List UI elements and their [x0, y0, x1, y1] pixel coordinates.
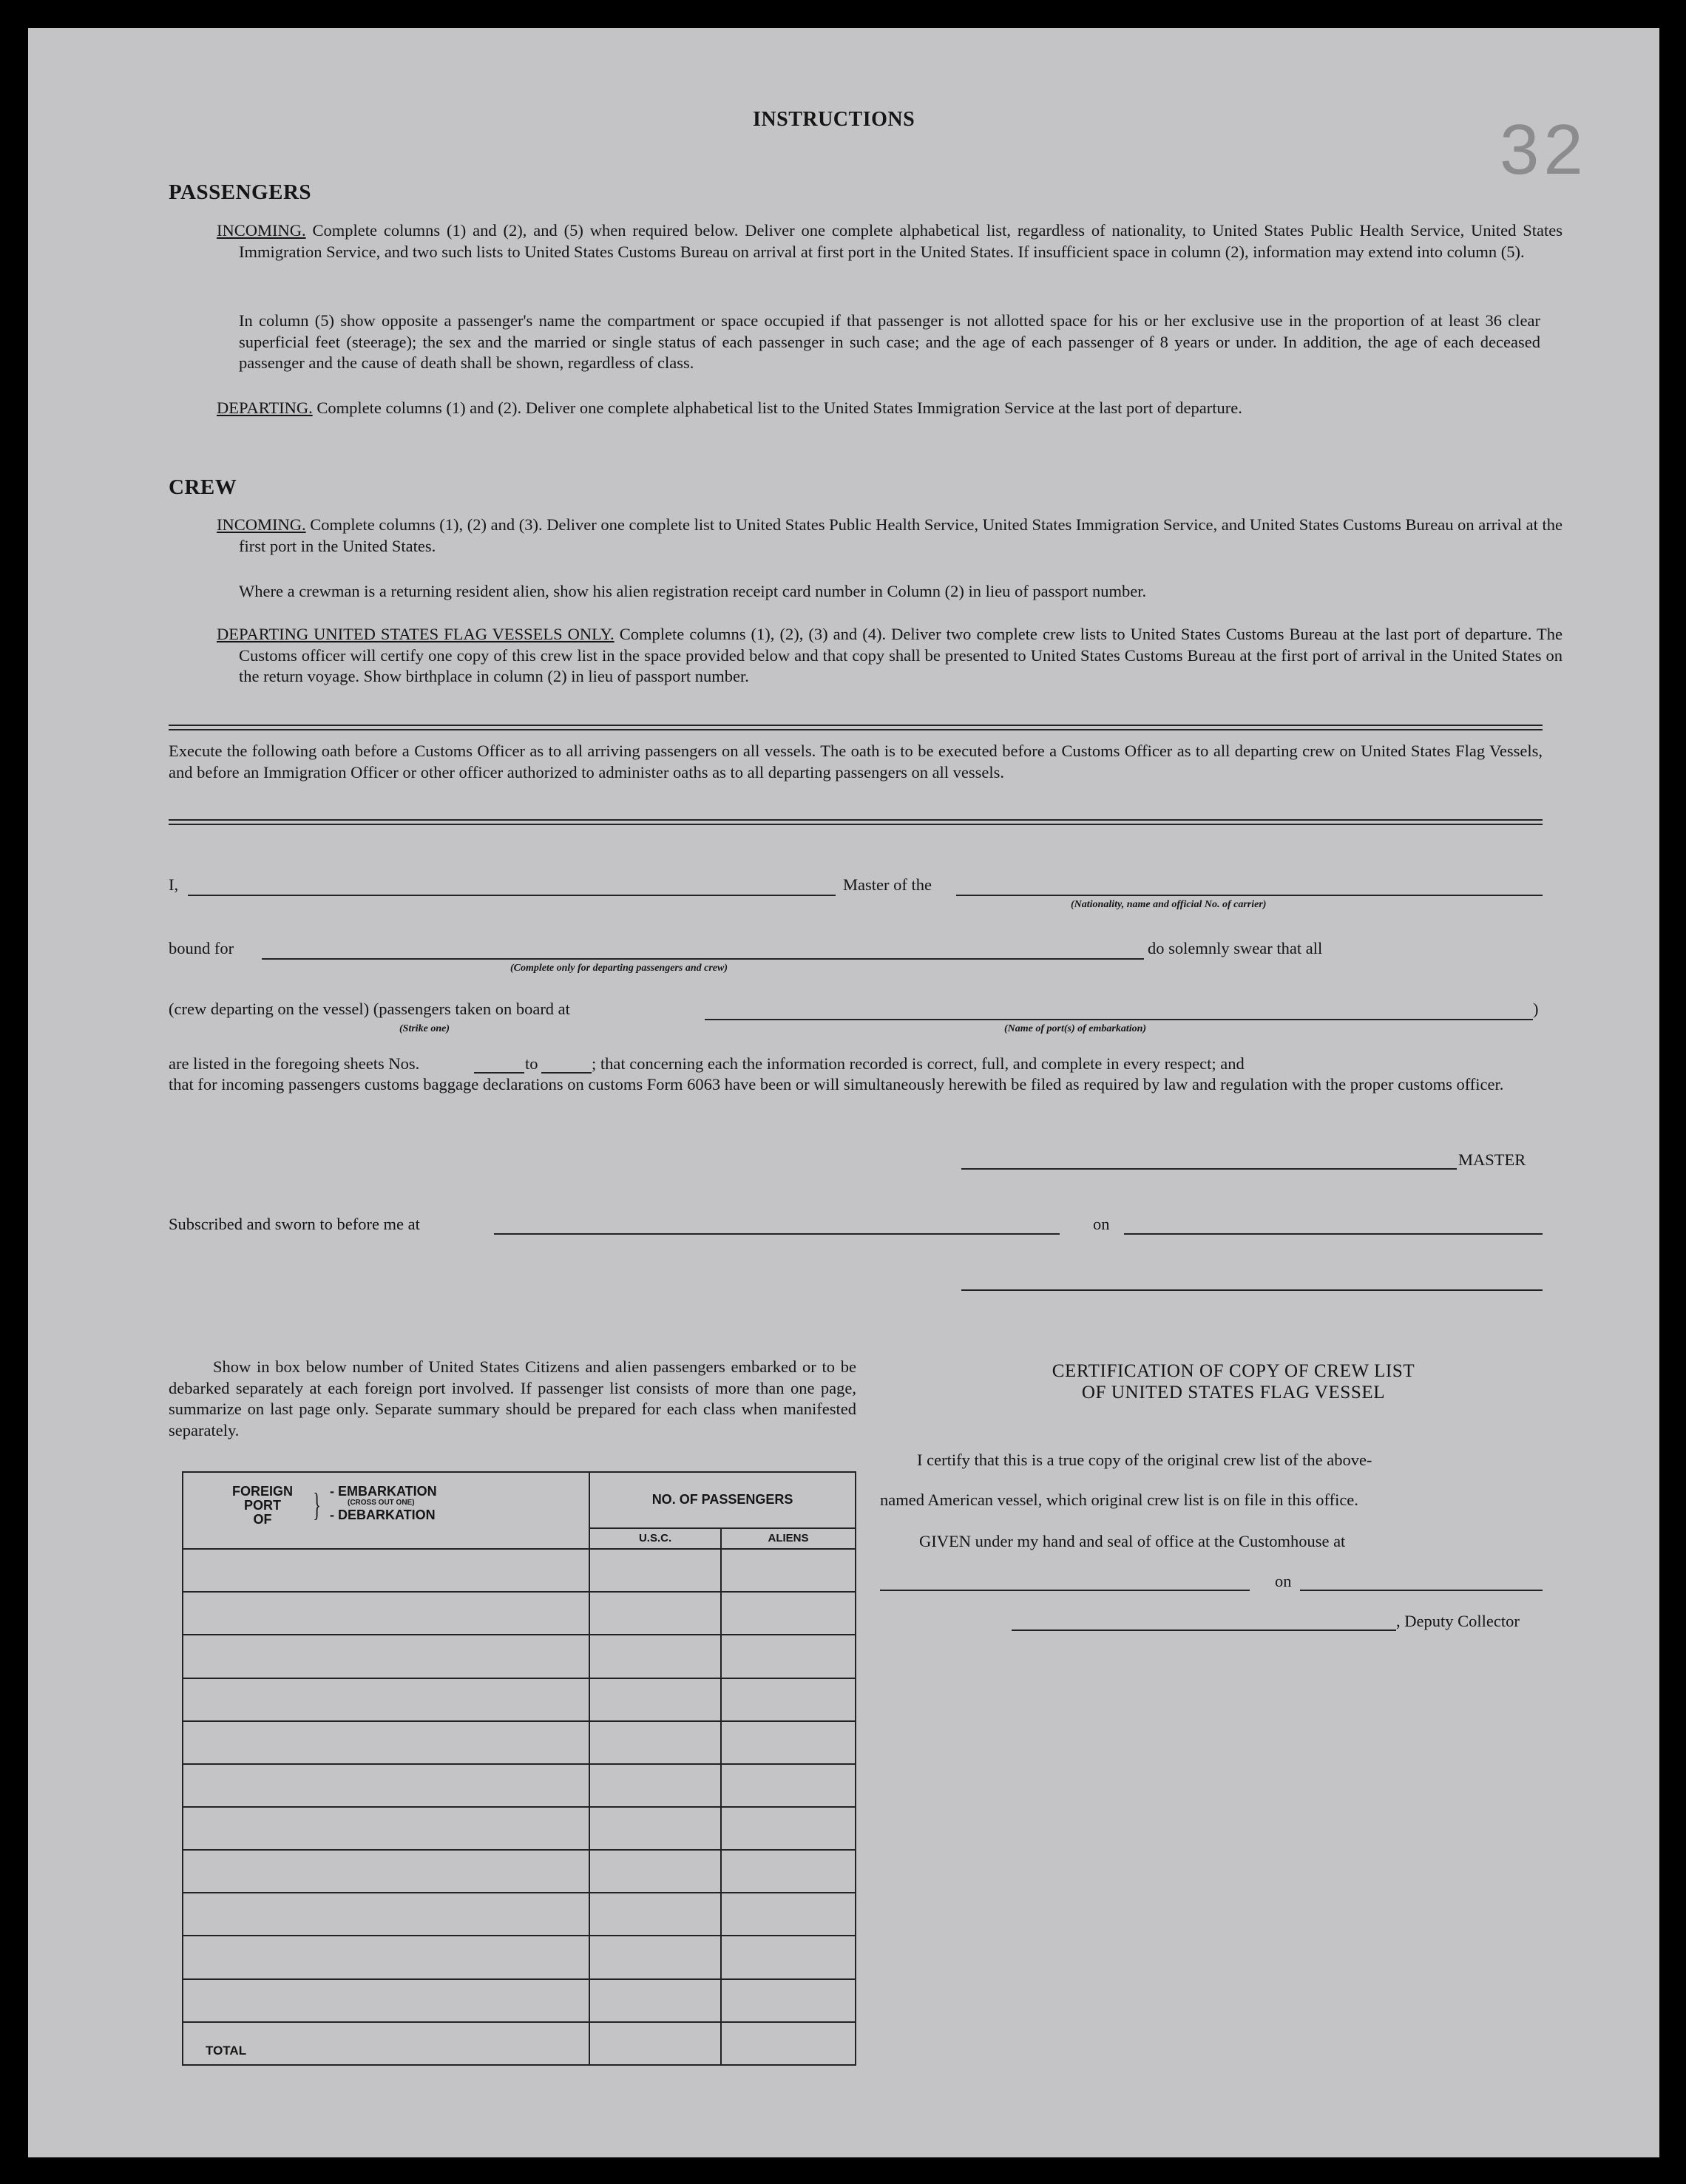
page-title: INSTRUCTIONS — [753, 108, 915, 131]
port-cell[interactable] — [183, 1635, 589, 1678]
document-page — [28, 28, 1659, 2157]
no-of-passengers-header: NO. OF PASSENGERS — [589, 1472, 856, 1528]
oath-intro-paragraph: Execute the following oath before a Customs Officer as to all arriving passengers on all vessels. The oath is to be executed before a Customs Officer as to all departing crew on United States Flag Vessels, and before an Immigration Officer or other officer authorized to administer oaths as to all departing passengers on all vessels. — [169, 742, 1543, 781]
officer-signature-line[interactable] — [961, 1289, 1543, 1291]
master-signature-line[interactable] — [961, 1168, 1457, 1170]
crew-resident-alien-paragraph: Where a crewman is a returning resident alien, show his alien registration receipt card number in Column (2) in lieu of passport number. — [239, 582, 1147, 600]
passengers-column5-paragraph: In column (5) show opposite a passenger's name the compartment or space occupied if that passenger is not allotted space for his or her exclusive use in the proportion of at least 36 clear superficial feet (steerage); the sex and the married or single status of each passenger in such case; and the age of each passenger of 8 years or under. In addition, the age of each deceased passenger and the cause of death shall be shown, regardless of class. — [239, 311, 1540, 372]
crew-incoming-label: INCOMING. — [217, 515, 306, 534]
port-cell[interactable] — [183, 1893, 589, 1936]
listed-sheets-label: are listed in the foregoing sheets Nos. — [169, 1054, 420, 1073]
aliens-header: ALIENS — [721, 1528, 856, 1550]
crew-departing-label: DEPARTING UNITED STATES FLAG VESSELS ONLY. — [217, 625, 615, 643]
usc-total-cell[interactable] — [589, 2022, 721, 2065]
listed-to-label: to — [525, 1054, 538, 1073]
close-paren: ) — [1533, 1000, 1539, 1018]
aliens-cell[interactable] — [721, 1592, 856, 1635]
total-label: TOTAL — [183, 2022, 589, 2065]
crew-incoming-text: Complete columns (1), (2) and (3). Deliver one complete list to United States Public Health Service, United States Immigration Service, and United States Customs Bureau on arrival at the first port in the United States. — [239, 515, 1563, 555]
oath-i-label: I, — [169, 875, 179, 894]
sheet-to-line[interactable] — [541, 1072, 592, 1074]
aliens-cell[interactable] — [721, 1678, 856, 1721]
subscribed-place-line[interactable] — [494, 1233, 1060, 1235]
usc-cell[interactable] — [589, 1678, 721, 1721]
sheet-from-line[interactable] — [474, 1072, 524, 1074]
usc-cell[interactable] — [589, 1549, 721, 1592]
passengers-incoming-paragraph — [217, 220, 1563, 262]
usc-cell[interactable] — [589, 1592, 721, 1635]
crew-departing-paragraph — [217, 624, 1563, 688]
master-of-the-label: Master of the — [843, 875, 932, 894]
crew-heading: CREW — [169, 475, 237, 499]
aliens-cell[interactable] — [721, 1721, 856, 1764]
foreign-port-header — [183, 1472, 589, 1549]
port-cell[interactable] — [183, 1807, 589, 1850]
divider-rule — [169, 819, 1543, 825]
bound-for-label: bound for — [169, 939, 234, 957]
port-label: PORT — [243, 1498, 281, 1513]
cross-out-label: (CROSS OUT ONE) — [348, 1499, 415, 1507]
aliens-cell[interactable] — [721, 1764, 856, 1807]
master-label: MASTER — [1458, 1150, 1526, 1169]
certification-on-label: on — [1275, 1572, 1292, 1590]
aliens-cell[interactable] — [721, 1850, 856, 1893]
certification-title — [908, 1360, 1559, 1403]
certify-line2: named American vessel, which original crew list is on file in this office. — [880, 1491, 1358, 1509]
master-name-line[interactable] — [188, 895, 836, 896]
aliens-cell[interactable] — [721, 1979, 856, 2022]
of-label: OF — [253, 1512, 272, 1527]
carrier-caption: (Nationality, name and official No. of carrier) — [1071, 899, 1267, 910]
summary-note: Show in box below number of United States Citizens and alien passengers embarked or to be debarked separately at each foreign port involved. If passenger list consists of more than one page, summarize on last page only. Separate summary should be prepared for each class when manifested separately. — [169, 1357, 856, 1439]
certification-title-line2: OF UNITED STATES FLAG VESSEL — [1081, 1383, 1386, 1403]
passengers-incoming-text: Complete columns (1) and (2), and (5) when required below. Deliver one complete alphabetical list, regardless of nationality, to United States Public Health Service, United States Immigration Service, and two such lists to United States Customs Bureau on arrival at first port in the United States. If insufficient space in column (2), information may extend into column (5). — [239, 221, 1563, 261]
strike-one-caption: (Strike one) — [399, 1023, 450, 1034]
crew-incoming-paragraph — [217, 515, 1563, 557]
port-cell[interactable] — [183, 1721, 589, 1764]
embarkation-label: - EMBARKATION — [330, 1484, 437, 1499]
passengers-departing-paragraph — [217, 398, 1563, 419]
passengers-heading: PASSENGERS — [169, 180, 312, 204]
debarkation-label: - DEBARKATION — [330, 1508, 436, 1522]
subscribed-date-line[interactable] — [1124, 1233, 1543, 1235]
customhouse-line[interactable] — [880, 1590, 1250, 1591]
usc-cell[interactable] — [589, 1850, 721, 1893]
usc-cell[interactable] — [589, 1721, 721, 1764]
passenger-summary-table — [182, 1471, 856, 2066]
port-cell[interactable] — [183, 1592, 589, 1635]
usc-cell[interactable] — [589, 1979, 721, 2022]
aliens-cell[interactable] — [721, 1549, 856, 1592]
port-cell[interactable] — [183, 1936, 589, 1978]
certify-line1: I certify that this is a true copy of the original crew list of the above- — [917, 1451, 1372, 1469]
foreign-label: FOREIGN — [231, 1484, 293, 1499]
port-cell[interactable] — [183, 1764, 589, 1807]
usc-cell[interactable] — [589, 1807, 721, 1850]
subscribed-label: Subscribed and sworn to before me at — [169, 1215, 420, 1233]
usc-cell[interactable] — [589, 1893, 721, 1936]
aliens-cell[interactable] — [721, 1635, 856, 1678]
aliens-cell[interactable] — [721, 1936, 856, 1978]
aliens-total-cell[interactable] — [721, 2022, 856, 2065]
deputy-collector-line[interactable] — [1012, 1629, 1396, 1631]
port-cell[interactable] — [183, 1979, 589, 2022]
passengers-departing-text: Complete columns (1) and (2). Deliver one complete alphabetical list to the United States Immigration Service at the last port of departure. — [316, 399, 1242, 417]
bound-for-line[interactable] — [262, 958, 1144, 960]
listed-concerning-text: ; that concerning each the information recorded is correct, full, and complete in every respect; and — [592, 1054, 1245, 1073]
embarkation-caption: (Name of port(s) of embarkation) — [1004, 1023, 1147, 1034]
usc-cell[interactable] — [589, 1635, 721, 1678]
given-under-hand: GIVEN under my hand and seal of office at the Customhouse at — [919, 1532, 1346, 1550]
usc-cell[interactable] — [589, 1764, 721, 1807]
solemnly-swear-label: do solemnly swear that all — [1148, 939, 1323, 957]
certification-title-line1: CERTIFICATION OF COPY OF CREW LIST — [1052, 1361, 1415, 1381]
usc-header: U.S.C. — [589, 1528, 721, 1550]
crew-departing-label: (crew departing on the vessel) (passengers taken on board at — [169, 1000, 570, 1018]
brace-symbol: } — [313, 1487, 321, 1523]
certification-date-line[interactable] — [1300, 1590, 1543, 1591]
port-cell[interactable] — [183, 1850, 589, 1893]
embarkation-port-line[interactable] — [705, 1019, 1533, 1020]
divider-rule — [169, 725, 1543, 730]
passengers-departing-label: DEPARTING. — [217, 399, 313, 417]
subscribed-on-label: on — [1093, 1215, 1110, 1233]
bound-for-caption: (Complete only for departing passengers and crew) — [510, 963, 728, 974]
crew-departing-text: Complete columns (1), (2), (3) and (4). Deliver two complete crew lists to United States Customs Bureau at the last port of departure. The Customs officer will certify one copy of this crew list in the space provided below and that copy shall be presented to United States Customs Bureau at the first port of arrival in the United States on the return voyage. Show birthplace in column (2) in lieu of passport number. — [239, 625, 1563, 685]
page-number-stamp: 32 — [1500, 110, 1588, 189]
aliens-cell[interactable] — [721, 1893, 856, 1936]
passengers-incoming-label: INCOMING. — [217, 221, 306, 240]
port-cell[interactable] — [183, 1678, 589, 1721]
carrier-line[interactable] — [956, 895, 1543, 896]
usc-cell[interactable] — [589, 1936, 721, 1978]
port-cell[interactable] — [183, 1549, 589, 1592]
aliens-cell[interactable] — [721, 1807, 856, 1850]
customs-baggage-text: that for incoming passengers customs baggage declarations on customs Form 6063 have been or will simultaneously herewith be filed as required by law and regulation with the proper customs officer. — [169, 1075, 1504, 1093]
deputy-collector-label: , Deputy Collector — [1396, 1612, 1520, 1630]
